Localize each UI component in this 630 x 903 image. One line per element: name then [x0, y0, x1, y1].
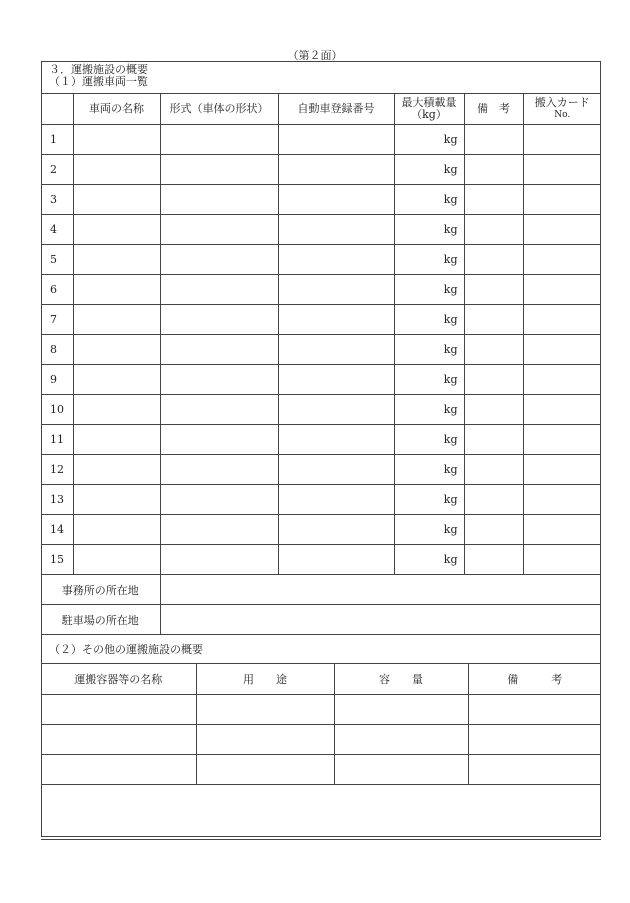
other-remarks-cell[interactable] [468, 725, 601, 755]
blank-notes-row [41, 785, 601, 840]
vehicle-type-cell[interactable] [160, 485, 278, 515]
vehicle-type-cell[interactable] [160, 455, 278, 485]
vehicle-type-cell[interactable] [160, 125, 278, 155]
office-location-label: 事務所の所在地 [41, 575, 160, 605]
header-use: 用 途 [196, 664, 334, 695]
vehicle-name-cell[interactable] [73, 335, 160, 365]
header-index [41, 94, 73, 125]
row-number: 10 [41, 395, 73, 425]
header-other-remarks: 備 考 [468, 664, 601, 695]
header-card-line1: 搬入カード [534, 96, 590, 109]
container-name-cell[interactable] [41, 725, 196, 755]
registration-number-cell[interactable] [278, 515, 394, 545]
row-number: 2 [41, 155, 73, 185]
remarks-cell[interactable] [464, 335, 523, 365]
office-location-row [41, 575, 601, 605]
section3-subtitle: （１）運搬車両一覧 [49, 75, 148, 88]
vehicle-row [41, 425, 601, 455]
use-cell[interactable] [196, 695, 334, 725]
row-number: 5 [41, 245, 73, 275]
registration-number-cell[interactable] [278, 275, 394, 305]
vehicle-type-cell[interactable] [160, 395, 278, 425]
remarks-cell[interactable] [464, 215, 523, 245]
header-vehicle-type: 形式（車体の形状） [160, 94, 278, 125]
vehicle-row [41, 545, 601, 575]
card-number-cell[interactable] [523, 455, 601, 485]
remarks-cell[interactable] [464, 125, 523, 155]
max-load-cell[interactable]: kg [394, 365, 464, 395]
card-number-cell[interactable] [523, 365, 601, 395]
max-load-cell[interactable]: kg [394, 485, 464, 515]
remarks-cell[interactable] [464, 305, 523, 335]
vehicle-row [41, 515, 601, 545]
remarks-cell[interactable] [464, 245, 523, 275]
vehicle-row [41, 155, 601, 185]
vehicle-name-cell[interactable] [73, 425, 160, 455]
max-load-cell[interactable]: kg [394, 455, 464, 485]
max-load-cell[interactable]: kg [394, 425, 464, 455]
row-number: 11 [41, 425, 73, 455]
vehicle-name-cell[interactable] [73, 185, 160, 215]
vehicle-type-cell[interactable] [160, 335, 278, 365]
capacity-cell[interactable] [334, 695, 468, 725]
blank-notes-area[interactable] [41, 785, 601, 840]
vehicle-type-cell[interactable] [160, 275, 278, 305]
card-number-cell[interactable] [523, 155, 601, 185]
vehicle-type-cell[interactable] [160, 215, 278, 245]
vehicle-type-cell[interactable] [160, 245, 278, 275]
other-facilities-table [41, 664, 601, 840]
row-number: 8 [41, 335, 73, 365]
row-number: 1 [41, 125, 73, 155]
vehicle-name-cell[interactable] [73, 215, 160, 245]
remarks-cell[interactable] [464, 455, 523, 485]
registration-number-cell[interactable] [278, 245, 394, 275]
row-number: 4 [41, 215, 73, 245]
card-number-cell[interactable] [523, 215, 601, 245]
row-number: 6 [41, 275, 73, 305]
card-number-cell[interactable] [523, 425, 601, 455]
registration-number-cell[interactable] [278, 365, 394, 395]
page-number: （第２面） [287, 49, 343, 62]
row-number: 9 [41, 365, 73, 395]
vehicle-row [41, 455, 601, 485]
vehicle-name-cell[interactable] [73, 245, 160, 275]
registration-number-cell[interactable] [278, 305, 394, 335]
vehicle-name-cell[interactable] [73, 515, 160, 545]
remarks-cell[interactable] [464, 395, 523, 425]
remarks-cell[interactable] [464, 185, 523, 215]
vehicle-type-cell[interactable] [160, 545, 278, 575]
max-load-cell[interactable]: kg [394, 335, 464, 365]
registration-number-cell[interactable] [278, 215, 394, 245]
card-number-cell[interactable] [523, 515, 601, 545]
max-load-cell[interactable]: kg [394, 275, 464, 305]
max-load-cell[interactable]: kg [394, 185, 464, 215]
registration-number-cell[interactable] [278, 455, 394, 485]
row-number: 14 [41, 515, 73, 545]
vehicle-row [41, 185, 601, 215]
vehicle-row [41, 365, 601, 395]
vehicle-row [41, 395, 601, 425]
card-number-cell[interactable] [523, 275, 601, 305]
remarks-cell[interactable] [464, 155, 523, 185]
section3-heading [42, 62, 600, 94]
registration-number-cell[interactable] [278, 185, 394, 215]
max-load-cell[interactable]: kg [394, 305, 464, 335]
row-number: 3 [41, 185, 73, 215]
header-card-number [523, 94, 601, 125]
vehicle-row [41, 335, 601, 365]
header-registration-number: 自動車登録番号 [278, 94, 394, 125]
header-card-line2: No. [554, 110, 571, 120]
other-table-header [41, 664, 601, 695]
remarks-cell[interactable] [464, 545, 523, 575]
vehicle-type-cell[interactable] [160, 305, 278, 335]
card-number-cell[interactable] [523, 245, 601, 275]
header-remarks: 備 考 [464, 94, 523, 125]
vehicle-row [41, 125, 601, 155]
remarks-cell[interactable] [464, 425, 523, 455]
row-number: 12 [41, 455, 73, 485]
registration-number-cell[interactable] [278, 545, 394, 575]
other-remarks-cell[interactable] [468, 755, 601, 785]
office-location-field[interactable] [160, 575, 601, 605]
max-load-cell[interactable]: kg [394, 215, 464, 245]
registration-number-cell[interactable] [278, 155, 394, 185]
max-load-cell[interactable]: kg [394, 125, 464, 155]
card-number-cell[interactable] [523, 305, 601, 335]
transport-facility-form [41, 61, 601, 837]
use-cell[interactable] [196, 725, 334, 755]
header-vehicle-name: 車両の名称 [73, 94, 160, 125]
header-max-load [394, 94, 464, 125]
vehicle-type-cell[interactable] [160, 155, 278, 185]
vehicle-name-cell[interactable] [73, 455, 160, 485]
max-load-cell[interactable]: kg [394, 545, 464, 575]
registration-number-cell[interactable] [278, 485, 394, 515]
other-remarks-cell[interactable] [468, 695, 601, 725]
header-max-load-line1: 最大積載量 [401, 96, 457, 109]
vehicle-row [41, 275, 601, 305]
capacity-cell[interactable] [334, 755, 468, 785]
other-table-row [41, 695, 601, 725]
vehicle-name-cell[interactable] [73, 545, 160, 575]
vehicle-row [41, 305, 601, 335]
container-name-cell[interactable] [41, 695, 196, 725]
vehicle-type-cell[interactable] [160, 425, 278, 455]
vehicle-table-header [41, 94, 601, 125]
vehicle-row [41, 245, 601, 275]
max-load-cell[interactable]: kg [394, 395, 464, 425]
parking-location-label: 駐車場の所在地 [41, 605, 160, 635]
card-number-cell[interactable] [523, 545, 601, 575]
container-name-cell[interactable] [41, 755, 196, 785]
registration-number-cell[interactable] [278, 335, 394, 365]
header-max-load-line2: （kg） [411, 108, 447, 121]
vehicle-type-cell[interactable] [160, 365, 278, 395]
remarks-cell[interactable] [464, 365, 523, 395]
capacity-cell[interactable] [334, 725, 468, 755]
card-number-cell[interactable] [523, 185, 601, 215]
header-capacity: 容 量 [334, 664, 468, 695]
max-load-cell[interactable]: kg [394, 245, 464, 275]
row-number: 15 [41, 545, 73, 575]
section2-title: （２）その他の運搬施設の概要 [42, 634, 600, 664]
use-cell[interactable] [196, 755, 334, 785]
max-load-cell[interactable]: kg [394, 515, 464, 545]
section3-title: ３．運搬施設の概要 [49, 63, 148, 76]
other-table-row [41, 755, 601, 785]
vehicle-name-cell[interactable] [73, 365, 160, 395]
vehicle-row [41, 485, 601, 515]
parking-location-row [41, 605, 601, 635]
card-number-cell[interactable] [523, 125, 601, 155]
vehicle-type-cell[interactable] [160, 515, 278, 545]
header-container-name: 運搬容器等の名称 [41, 664, 196, 695]
row-number: 7 [41, 305, 73, 335]
vehicle-table [41, 94, 601, 635]
parking-location-field[interactable] [160, 605, 601, 635]
vehicle-name-cell[interactable] [73, 155, 160, 185]
vehicle-name-cell[interactable] [73, 305, 160, 335]
vehicle-name-cell[interactable] [73, 275, 160, 305]
vehicle-name-cell[interactable] [73, 395, 160, 425]
registration-number-cell[interactable] [278, 395, 394, 425]
registration-number-cell[interactable] [278, 125, 394, 155]
max-load-cell[interactable]: kg [394, 155, 464, 185]
remarks-cell[interactable] [464, 275, 523, 305]
row-number: 13 [41, 485, 73, 515]
card-number-cell[interactable] [523, 335, 601, 365]
card-number-cell[interactable] [523, 395, 601, 425]
remarks-cell[interactable] [464, 515, 523, 545]
vehicle-name-cell[interactable] [73, 485, 160, 515]
vehicle-row [41, 215, 601, 245]
card-number-cell[interactable] [523, 485, 601, 515]
other-table-row [41, 725, 601, 755]
registration-number-cell[interactable] [278, 425, 394, 455]
vehicle-name-cell[interactable] [73, 125, 160, 155]
vehicle-type-cell[interactable] [160, 185, 278, 215]
remarks-cell[interactable] [464, 485, 523, 515]
